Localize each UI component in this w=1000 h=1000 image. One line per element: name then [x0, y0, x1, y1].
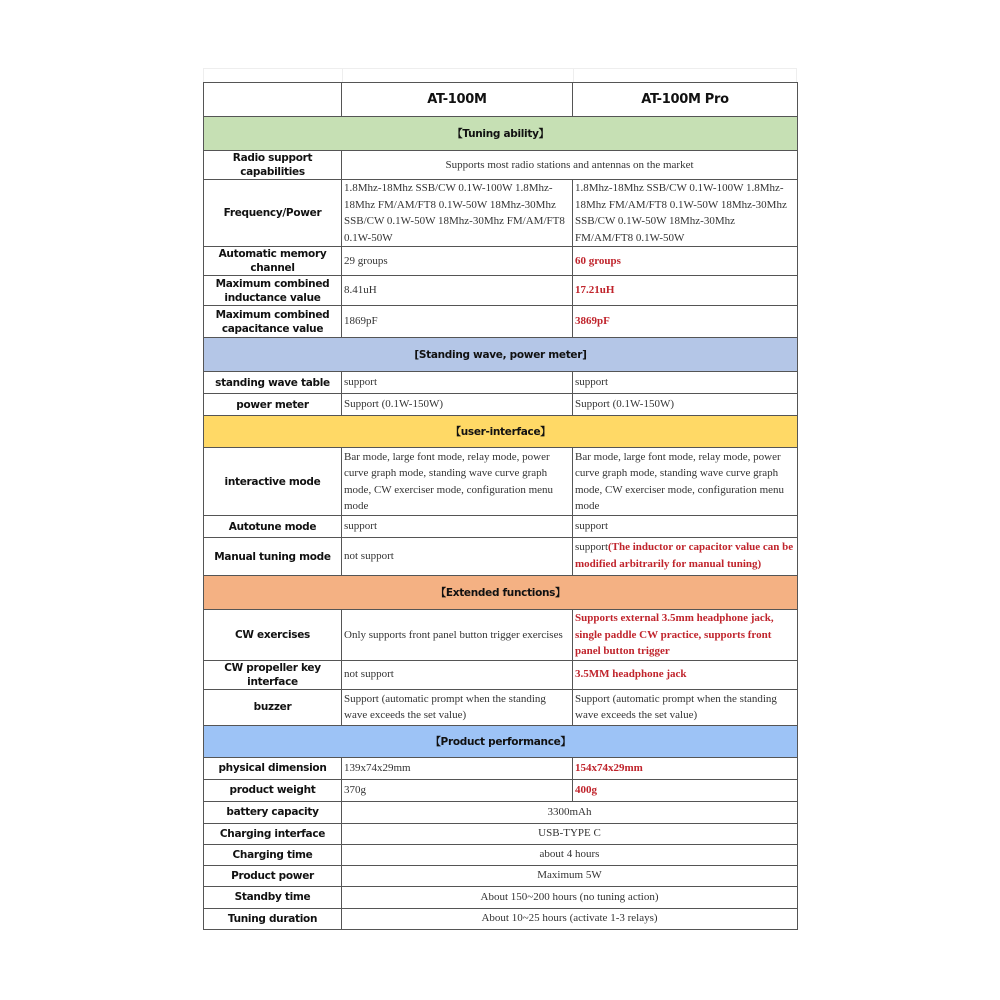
table-row — [204, 689, 798, 725]
value-at100m-pro: 154x74x29mm — [573, 757, 798, 779]
row-value: about 4 hours — [342, 844, 798, 865]
value-at100m: Bar mode, large font mode, relay mode, power curve graph mode, standing wave curve graph mode, CW exerciser mode, configuration menu mode — [342, 448, 573, 516]
row-label: Charging time — [204, 844, 342, 865]
row-label: CW exercises — [204, 610, 342, 661]
table-row — [204, 394, 798, 416]
table-row — [204, 538, 798, 576]
row-value: USB-TYPE C — [342, 823, 798, 844]
row-value: 3300mAh — [342, 801, 798, 823]
value-at100m: Support (automatic prompt when the standing wave exceeds the set value) — [342, 689, 573, 725]
header-row — [204, 83, 798, 117]
value-at100m: Only supports front panel button trigger exercises — [342, 610, 573, 661]
table-row — [204, 844, 798, 865]
section-extended-row — [204, 576, 798, 610]
value-at100m-pro: Supports external 3.5mm headphone jack, single paddle CW practice, supports front panel button trigger — [573, 610, 798, 661]
value-at100m-pro: 3.5MM headphone jack — [573, 660, 798, 689]
value-at100m-pro: support — [573, 516, 798, 538]
row-label: interactive mode — [204, 448, 342, 516]
table-row — [204, 886, 798, 908]
value-at100m-pro: 3869pF — [573, 306, 798, 338]
value-at100m: not support — [342, 538, 573, 576]
value-at100m-pro: 1.8Mhz-18Mhz SSB/CW 0.1W-100W 1.8Mhz-18Mhz FM/AM/FT8 0.1W-50W 18Mhz-30Mhz SSB/CW 0.1W-50W 18Mhz-30Mhz FM/AM/FT8 0.1W-50W — [573, 180, 798, 247]
value-at100m: 139x74x29mm — [342, 757, 573, 779]
table-row — [204, 660, 798, 689]
row-label: physical dimension — [204, 757, 342, 779]
section-tuning-row — [204, 117, 798, 151]
table-row — [204, 151, 798, 180]
value-prefix: support — [575, 541, 608, 553]
value-at100m: not support — [342, 660, 573, 689]
section-standing-row — [204, 338, 798, 372]
value-at100m-pro: Support (0.1W-150W) — [573, 394, 798, 416]
section-performance-row — [204, 725, 798, 757]
value-at100m: 1.8Mhz-18Mhz SSB/CW 0.1W-100W 1.8Mhz-18Mhz FM/AM/FT8 0.1W-50W 18Mhz-30Mhz SSB/CW 0.1W-50W 18Mhz-30Mhz FM/AM/FT8 0.1W-50W — [342, 180, 573, 247]
table-row — [204, 448, 798, 516]
value-at100m-pro: Bar mode, large font mode, relay mode, power curve graph mode, standing wave curve graph mode, CW exerciser mode, configuration menu mode — [573, 448, 798, 516]
value-at100m: Support (0.1W-150W) — [342, 394, 573, 416]
table-row — [204, 757, 798, 779]
row-label: power meter — [204, 394, 342, 416]
section-tuning-title: 【Tuning ability】 — [204, 117, 798, 151]
row-label: Automatic memory channel — [204, 247, 342, 276]
value-at100m-pro: Support (automatic prompt when the standing wave exceeds the set value) — [573, 689, 798, 725]
row-label: battery capacity — [204, 801, 342, 823]
table-row — [204, 908, 798, 929]
section-performance-title: 【Product performance】 — [204, 725, 798, 757]
row-label: standing wave table — [204, 372, 342, 394]
section-standing-title: [Standing wave, power meter] — [204, 338, 798, 372]
spec-comparison-table — [203, 82, 798, 930]
value-at100m: 370g — [342, 779, 573, 801]
header-at100m: AT-100M — [342, 83, 573, 117]
value-at100m-pro: 400g — [573, 779, 798, 801]
row-label: Autotune mode — [204, 516, 342, 538]
row-label: Maximum combined capacitance value — [204, 306, 342, 338]
header-at100m-pro: AT-100M Pro — [573, 83, 798, 117]
table-ghost-border — [203, 68, 797, 82]
table-row — [204, 801, 798, 823]
table-row — [204, 247, 798, 276]
table-row — [204, 610, 798, 661]
value-at100m: support — [342, 372, 573, 394]
value-note: (The inductor or capacitor value can be modified arbitrarily for manual tuning) — [575, 541, 794, 570]
section-ui-row — [204, 416, 798, 448]
row-label: product weight — [204, 779, 342, 801]
row-value: About 150~200 hours (no tuning action) — [342, 886, 798, 908]
row-value: Maximum 5W — [342, 865, 798, 886]
row-label: CW propeller key interface — [204, 660, 342, 689]
table-row — [204, 180, 798, 247]
row-label: Tuning duration — [204, 908, 342, 929]
value-at100m-pro: 17.21uH — [573, 276, 798, 306]
row-value: Supports most radio stations and antennas on the market — [342, 151, 798, 180]
value-at100m: 8.41uH — [342, 276, 573, 306]
table-row — [204, 372, 798, 394]
row-label: buzzer — [204, 689, 342, 725]
value-at100m: 1869pF — [342, 306, 573, 338]
row-label: Frequency/Power — [204, 180, 342, 247]
row-label: Product power — [204, 865, 342, 886]
table-row — [204, 823, 798, 844]
table-row — [204, 306, 798, 338]
header-empty-cell — [204, 83, 342, 117]
row-label: Radio support capabilities — [204, 151, 342, 180]
value-at100m-pro — [573, 538, 798, 576]
table-row — [204, 779, 798, 801]
table-row — [204, 276, 798, 306]
row-label: Standby time — [204, 886, 342, 908]
row-label: Manual tuning mode — [204, 538, 342, 576]
row-label: Charging interface — [204, 823, 342, 844]
section-extended-title: 【Extended functions】 — [204, 576, 798, 610]
row-label: Maximum combined inductance value — [204, 276, 342, 306]
section-ui-title: 【user-interface】 — [204, 416, 798, 448]
row-value: About 10~25 hours (activate 1-3 relays) — [342, 908, 798, 929]
value-at100m-pro: 60 groups — [573, 247, 798, 276]
value-at100m-pro: support — [573, 372, 798, 394]
value-at100m: support — [342, 516, 573, 538]
value-at100m: 29 groups — [342, 247, 573, 276]
table-row — [204, 516, 798, 538]
table-row — [204, 865, 798, 886]
